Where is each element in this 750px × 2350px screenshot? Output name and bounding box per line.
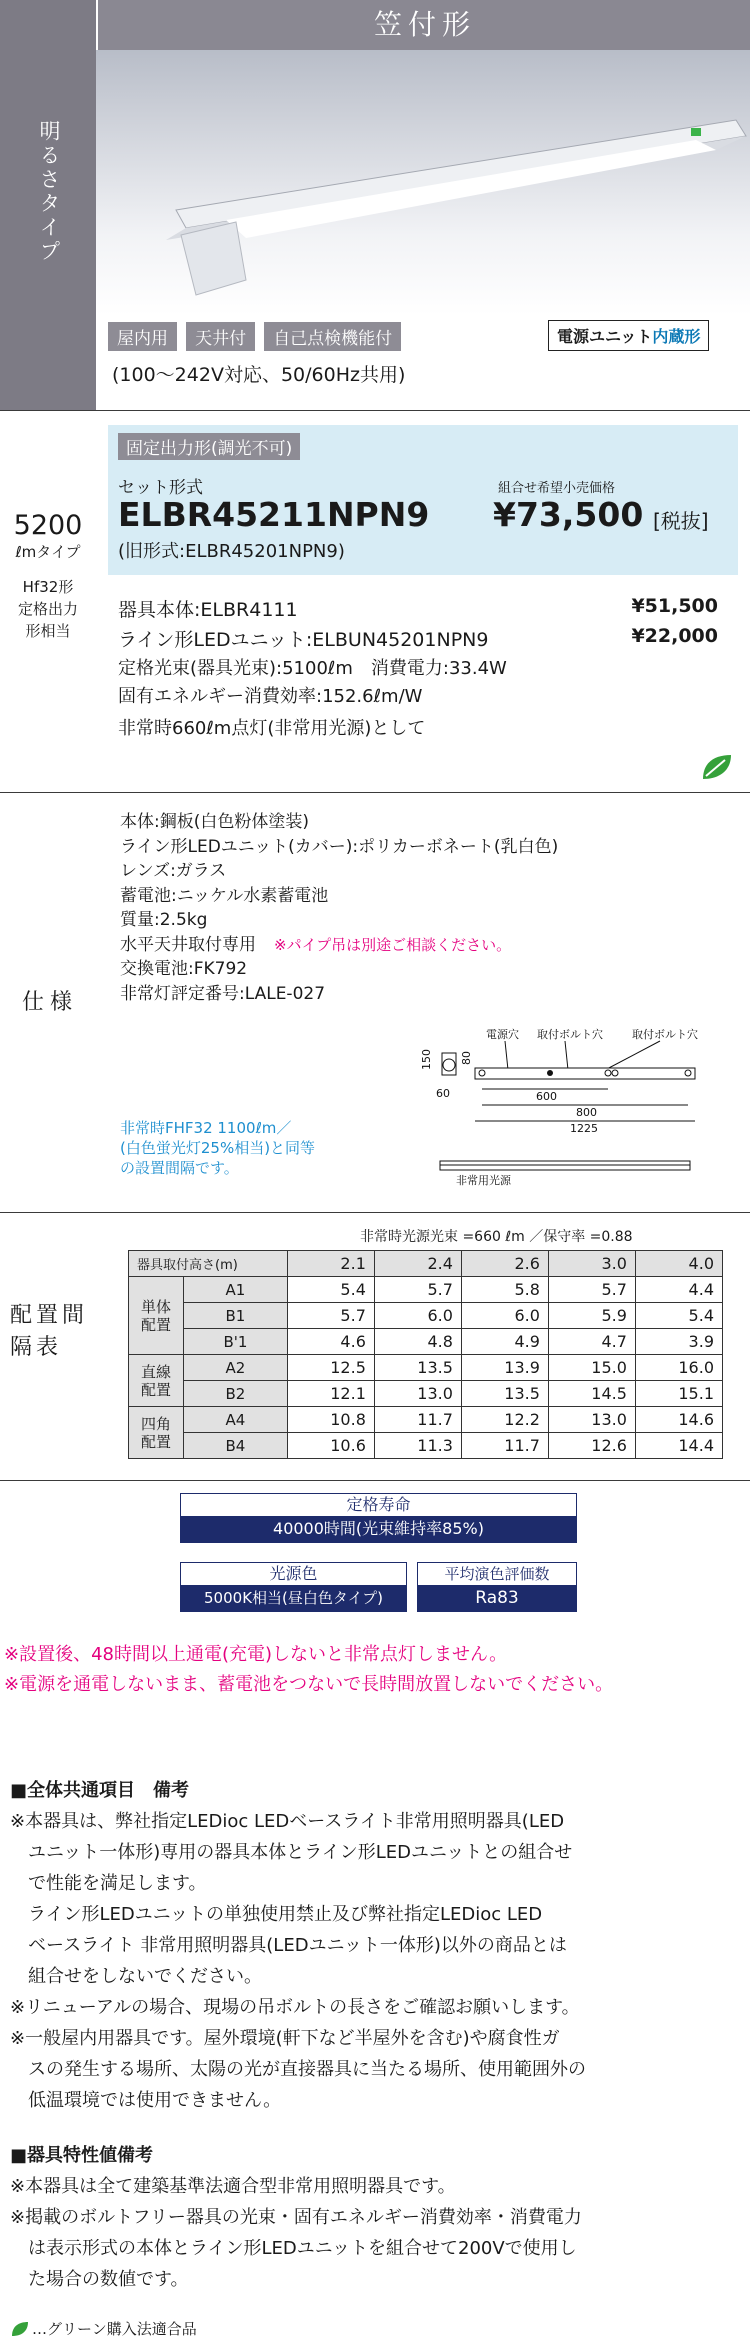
lumen-class xyxy=(0,510,96,642)
warning-1: ※設置後、48時間以上通電(充電)しないと非常点灯しません。 xyxy=(4,1644,508,1665)
green-leaf-icon xyxy=(10,2320,30,2338)
dim-bolt-hole-1: 取付ボルト穴 xyxy=(537,1028,603,1041)
type-sidebar xyxy=(0,0,96,410)
col-head: 器具取付高さ(m) xyxy=(129,1251,288,1277)
table-row: 単体配置 A1 5.4 5.7 5.8 5.7 4.4 xyxy=(129,1277,723,1303)
model-price: ¥73,500 xyxy=(493,495,644,534)
old-code: (旧形式:ELBR45201NPN9) xyxy=(118,541,345,562)
model-code: ELBR45211NPN9 xyxy=(118,495,430,534)
common-notes: ■全体共通項目 備考 ※本器具は、弊社指定LEDioc LEDベースライト非常用照明器具(LED ユニット一体形)専用の器具本体とライン形LEDユニットとの組合せ で性能を満足します。 ライン形LEDユニットの単独使用禁止及び弊社指定LEDioc LED ベースライト 非常用照明器具(LEDユニット一体形)以外の商品とは 組合せをしないでください。 ※リニューアルの場合、現場の吊ボルトの長さをご確認お願いします。 ※一般屋内用器具です。屋外環境(軒下など半屋外を含む)や腐食性ガ スの発生する場所、太陽の光が直接器具に当たる場所、使用範囲外の 低温環境では使用できません。 xyxy=(10,1775,745,2116)
dim-bolt-hole-2: 取付ボルト穴 xyxy=(632,1028,698,1041)
light-fixture-illustration xyxy=(96,50,750,315)
color-value: 5000K相当(昼白色タイプ) xyxy=(181,1585,406,1611)
body-label: 器具本体:ELBR4111 xyxy=(118,599,298,621)
tax-label: [税抜] xyxy=(653,509,709,533)
price-label: 組合せ希望小売価格 xyxy=(498,481,616,496)
spacing-divider xyxy=(0,1212,750,1213)
power-unit-prefix: 電源ユニット xyxy=(557,327,653,346)
model-box xyxy=(108,425,738,575)
dim-power-hole: 電源穴 xyxy=(486,1028,519,1041)
dim-600: 600 xyxy=(536,1090,557,1103)
set-label: セット形式 xyxy=(118,478,203,498)
group-single: 単体配置 xyxy=(129,1277,184,1355)
tag-ceiling: 天井付 xyxy=(186,322,255,351)
dim-light-source: 非常用光源 xyxy=(456,1174,511,1187)
spec-1: 定格光束(器具光束):5100ℓm 消費電力:33.4W xyxy=(118,658,507,679)
characteristics-notes: ■器具特性値備考 ※本器具は全て建築基準法適合型非常用照明器具です。 ※掲載のボルトフリー器具の光束・固有エネルギー消費効率・消費電力 は表示形式の本体とライン形LEDユニットを組合せて200Vで使用し た場合の数値です。 xyxy=(10,2140,745,2295)
unit-line xyxy=(118,625,718,652)
spec-line-3: レンズ:ガラス xyxy=(120,861,227,881)
cri-label: 平均演色評価数 xyxy=(444,1565,550,1583)
height-4: 3.0 xyxy=(548,1251,635,1277)
lumen-unit: ℓmタイプ xyxy=(15,543,81,561)
fixed-output-tag: 固定出力形(調光不可) xyxy=(118,433,300,460)
table-row: B2 12.1 13.0 13.5 14.5 15.1 xyxy=(129,1381,723,1407)
dim-800: 800 xyxy=(576,1106,597,1119)
equivalent-1: Hf32形 xyxy=(22,578,74,596)
unit-price: ¥22,000 xyxy=(631,625,718,647)
model-divider xyxy=(0,410,750,411)
page-title: 笠付形 xyxy=(373,8,476,41)
table-header-row xyxy=(129,1251,723,1277)
body-price: ¥51,500 xyxy=(631,595,718,617)
spec-list xyxy=(120,810,558,1006)
body-line xyxy=(118,595,718,622)
green-leaf-icon xyxy=(700,752,734,782)
spec-line-7: 交換電池:FK792 xyxy=(120,959,248,979)
feature-tags xyxy=(108,322,405,351)
dim-60: 60 xyxy=(436,1087,450,1100)
dim-150: 150 xyxy=(420,1049,433,1070)
common-heading: ■全体共通項目 備考 xyxy=(10,1780,190,1801)
title-bar xyxy=(96,0,750,50)
spec-2: 固有エネルギー消費効率:152.6ℓm/W xyxy=(118,686,423,707)
group-square: 四角配置 xyxy=(129,1407,184,1459)
table-row: 直線配置 A2 12.5 13.5 13.9 15.0 16.0 xyxy=(129,1355,723,1381)
table-row: 四角配置 A4 10.8 11.7 12.2 13.0 14.6 xyxy=(129,1407,723,1433)
group-linear: 直線配置 xyxy=(129,1355,184,1407)
table-row: B1 5.7 6.0 6.0 5.9 5.4 xyxy=(129,1303,723,1329)
spec-line-5: 質量:2.5kg xyxy=(120,910,208,930)
characteristics-heading: ■器具特性値備考 xyxy=(10,2145,154,2166)
power-unit-box xyxy=(548,320,709,351)
tag-indoor: 屋内用 xyxy=(108,322,177,351)
spec-3: 非常時660ℓm点灯(非常用光源)として xyxy=(118,718,426,739)
spacing-header-note: 非常時光源光束 =660 ℓm ／保守率 =0.88 xyxy=(360,1229,633,1245)
product-image xyxy=(96,50,750,315)
green-note: …グリーン購入法適合品 xyxy=(32,2320,197,2338)
life-label: 定格寿命 xyxy=(346,1495,411,1514)
color-badge xyxy=(180,1562,407,1612)
pipe-note: ※パイプ吊は別途ご相談ください。 xyxy=(274,935,512,954)
spec-divider xyxy=(0,792,750,793)
warning-2: ※電源を通電しないまま、蓄電池をつないで長時間放置しないでください。 xyxy=(4,1674,614,1695)
spacing-table xyxy=(128,1250,723,1459)
spec-line-1: 本体:鋼板(白色粉体塗装) xyxy=(120,812,309,832)
dim-1225: 1225 xyxy=(570,1122,598,1135)
emergency-note: 非常時FHF32 1100ℓm／ (白色蛍光灯25%相当)と同等 の設置間隔です。 xyxy=(120,1119,316,1177)
height-1: 2.1 xyxy=(287,1251,374,1277)
height-5: 4.0 xyxy=(635,1251,722,1277)
cri-badge xyxy=(417,1562,577,1612)
spec-line-6: 水平天井取付専用 ※パイプ吊は別途ご相談ください。 xyxy=(120,934,512,955)
spec-lines xyxy=(118,655,507,743)
equivalent-2: 定格出力 xyxy=(17,600,78,618)
spacing-section-label: 配置間隔表 xyxy=(10,1303,89,1360)
unit-label: ライン形LEDユニット:ELBUN45201NPN9 xyxy=(118,629,489,651)
side-label: 明るさタイプ xyxy=(37,120,61,264)
cri-value: Ra83 xyxy=(418,1585,576,1611)
footer xyxy=(10,2318,197,2339)
life-badge xyxy=(180,1493,577,1543)
spec-line-4: 蓄電池:ニッケル水素蓄電池 xyxy=(120,885,329,906)
dimension-drawing xyxy=(340,1025,740,1190)
color-label: 光源色 xyxy=(269,1564,318,1583)
spec-line-8: 非常灯評定番号:LALE-027 xyxy=(120,983,326,1004)
table-row: B'1 4.6 4.8 4.9 4.7 3.9 xyxy=(129,1329,723,1355)
height-2: 2.4 xyxy=(374,1251,461,1277)
life-value: 40000時間(光束維持率85%) xyxy=(181,1516,576,1542)
tag-self-check: 自己点検機能付 xyxy=(264,322,401,351)
table-row: B4 10.6 11.3 11.7 12.6 14.4 xyxy=(129,1433,723,1459)
spec-section-label: 仕様 xyxy=(22,990,79,1015)
equivalent-3: 形相当 xyxy=(25,622,71,640)
dim-80: 80 xyxy=(460,1051,473,1065)
spec-line-2: ライン形LEDユニット(カバー):ポリカーボネート(乳白色) xyxy=(120,836,559,857)
power-unit-highlight: 内蔵形 xyxy=(652,327,701,346)
warnings xyxy=(4,1640,613,1700)
voltage-text: (100〜242V対応、50/60Hz共用) xyxy=(112,364,406,386)
height-3: 2.6 xyxy=(461,1251,548,1277)
spacing-bottom-divider xyxy=(0,1480,750,1481)
lumen-value: 5200 xyxy=(13,510,83,541)
